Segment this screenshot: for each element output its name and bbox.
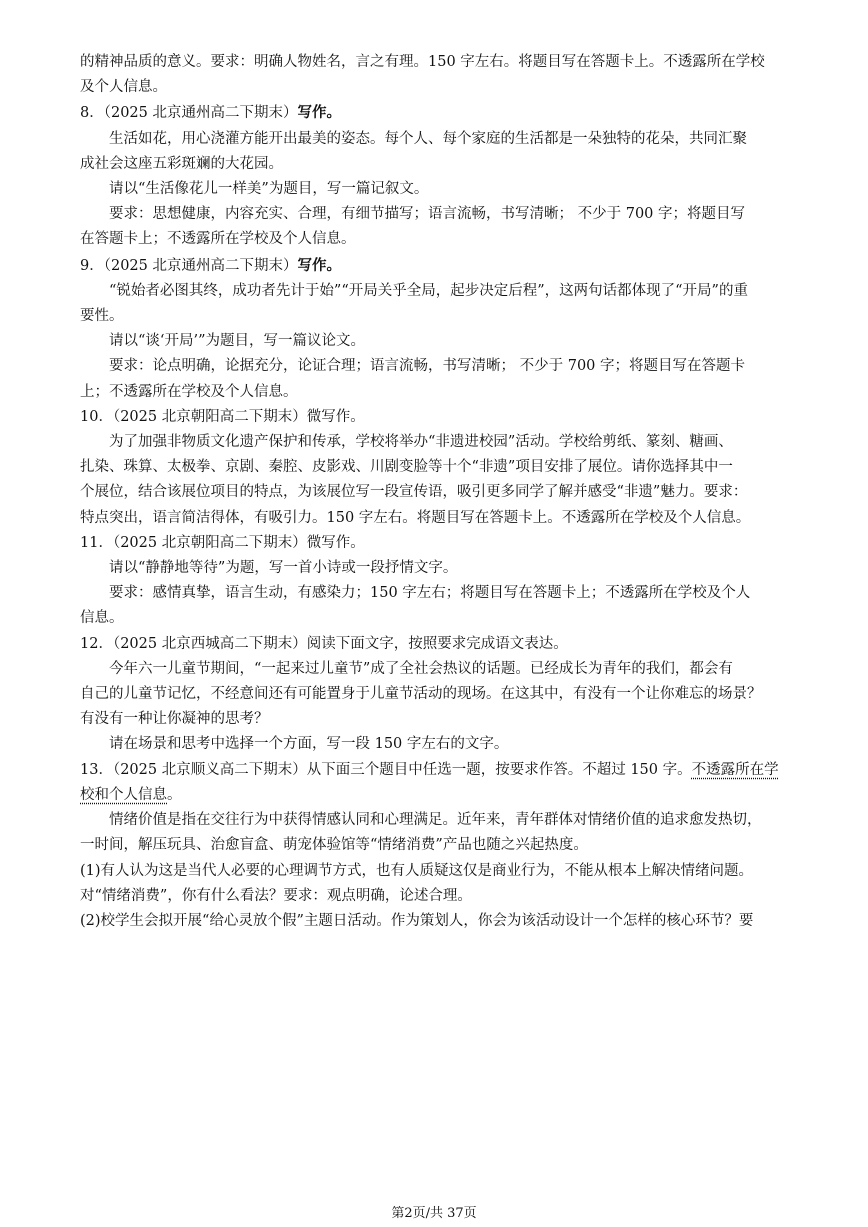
question-type: 写作。 xyxy=(297,256,341,274)
text-line: 特点突出，语言简洁得体，有吸引力。150 字左右。将题目写在答题卡上。不透露所在学校及个人信息。 xyxy=(80,509,751,526)
text-line: 个展位，结合该展位项目的特点，为该展位写一段宣传语，吸引更多同学了解并感受“非遗”魅力。要求： xyxy=(80,484,748,501)
text-line: 自己的儿童节记忆，不经意间还有可能置身于儿童节活动的现场。在这其中，有没有一个让你难忘的场景？ xyxy=(80,686,762,703)
text-line: 的精神品质的意义。要求：明确人物姓名，言之有理。150 字左右。将题目写在答题卡上。不透露所在学校 xyxy=(80,54,765,70)
text-line: 一时间，解压玩具、治愈盲盒、萌宠体验馆等“情绪消费”产品也随之兴起热度。 xyxy=(80,837,588,854)
question-10-heading: 10．（2025 北京朝阳高二下期末）微写作。 xyxy=(80,408,365,425)
text-line: 成社会这座五彩斑斓的大花园。 xyxy=(80,155,283,172)
text-line: 扎染、珠算、太极拳、京剧、秦腔、皮影戏、川剧变脸等十个“非遗”项目安排了展位。请你选择其中一 xyxy=(80,459,733,476)
text-line: “锐始者必图其终，成功者先计于始”“开局关乎全局，起步决定后程”，这两句话都体现了“开局”的重 xyxy=(109,282,748,299)
text-line: 对“情绪消费”，你有什么看法？要求：观点明确，论述合理。 xyxy=(80,887,472,904)
question-8-heading xyxy=(80,100,790,126)
text-line: 要求：思想健康，内容充实、合理，有细节描写；语言流畅，书写清晰； 不少于 700 字；将题目写 xyxy=(109,206,745,223)
text-line: 生活如花，用心浇灌方能开出最美的姿态。每个人、每个家庭的生活都是一朵独特的花朵，共同汇聚 xyxy=(109,130,747,147)
text-line: 为了加强非物质文化遗产保护和传承，学校将举办“非遗进校园”活动。学校给剪纸、篆刻、糖画、 xyxy=(109,434,733,451)
text-line: 请以“生活像花儿一样美”为题目，写一篇记叙文。 xyxy=(109,181,429,198)
text-line: 在答题卡上；不透露所在学校及个人信息。 xyxy=(80,231,356,248)
text-line: (2)校学生会拟开展“给心灵放个假”主题日活动。作为策划人，你会为该活动设计一个怎样的核心环节？要 xyxy=(80,912,754,929)
text-line: 要求：论点明确，论据充分，论证合理；语言流畅，书写清晰； 不少于 700 字；将题目写在答题卡 xyxy=(109,358,745,375)
text-line xyxy=(80,783,790,808)
text-line: 要性。 xyxy=(80,308,124,325)
emphasis-text: 不透露所在学 xyxy=(691,761,779,778)
text-line: 上；不透露所在学校及个人信息。 xyxy=(80,383,298,400)
question-type: 写作。 xyxy=(297,104,341,122)
text-line: 信息。 xyxy=(80,610,124,627)
text-line: 有没有一种让你凝神的思考？ xyxy=(80,711,269,728)
text-line: 请在场景和思考中选择一个方面，写一段 150 字左右的文字。 xyxy=(109,736,509,753)
question-9-heading xyxy=(80,253,790,279)
question-text: 13．（2025 北京顺义高二下期末）从下面三个题目中任选一题，按要求作答。不超过 150 字。 xyxy=(80,761,692,778)
text-line: 请以“静静地等待”为题，写一首小诗或一段抒情文字。 xyxy=(109,560,458,577)
text-line: 及个人信息。 xyxy=(80,79,167,96)
question-number: 8．（2025 北京通州高二下期末） xyxy=(80,105,298,122)
text-line: 请以“谈‘开局’”为题目，写一篇议论文。 xyxy=(109,333,366,350)
emphasis-text: 校和个人信息 xyxy=(80,786,167,803)
question-number: 9．（2025 北京通州高二下期末） xyxy=(80,257,298,274)
text-line: (1)有人认为这是当代人必要的心理调节方式，也有人质疑这仅是商业行为，不能从根本上解决情绪问题。 xyxy=(80,862,754,879)
text-line: 情绪价值是指在交往行为中获得情感认同和心理满足。近年来，青年群体对情绪价值的追求愈发热切， xyxy=(109,812,762,829)
text-line: 要求：感情真挚，语言生动，有感染力；150 字左右；将题目写在答题卡上；不透露所在学校及个人 xyxy=(109,585,751,602)
text-line: 今年六一儿童节期间，“一起来过儿童节”成了全社会热议的话题。已经成长为青年的我们，都会有 xyxy=(109,660,733,677)
page-footer: 第2页/共 37页 xyxy=(391,1206,477,1221)
question-11-heading: 11．（2025 北京朝阳高二下期末）微写作。 xyxy=(80,534,365,551)
punctuation: 。 xyxy=(167,786,182,803)
document-body xyxy=(80,50,790,934)
question-12-heading: 12．（2025 北京西城高二下期末）阅读下面文字，按照要求完成语文表达。 xyxy=(80,635,568,652)
question-13-heading xyxy=(80,758,790,783)
